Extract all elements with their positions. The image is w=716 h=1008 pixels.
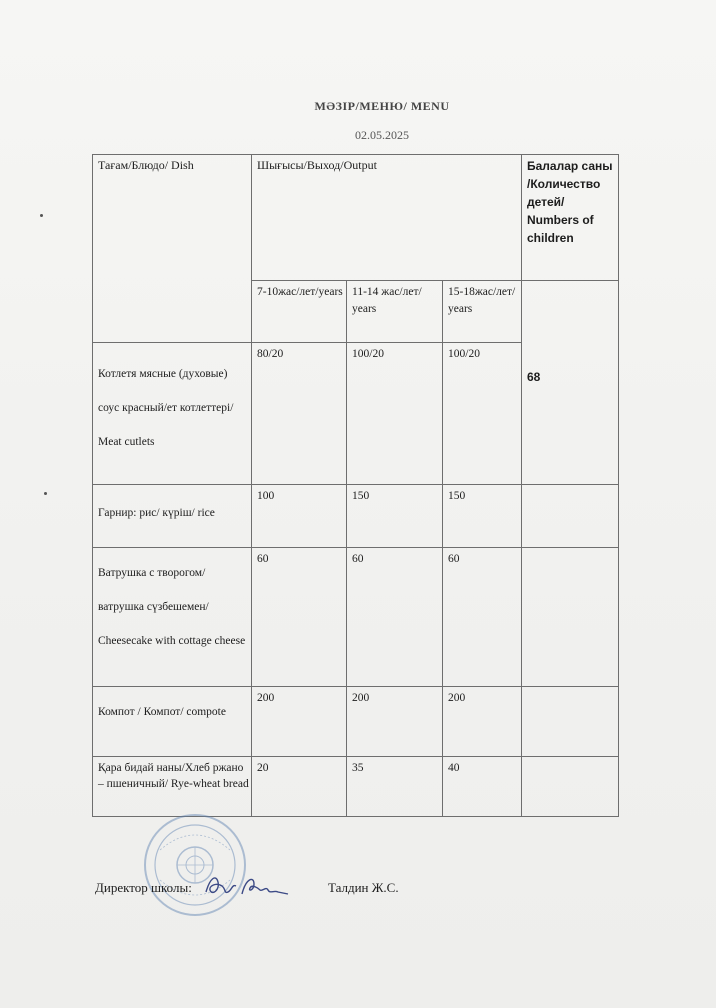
dish-name: Қара бидай наны/Хлеб ржано – пшеничный/ Rye-wheat bread <box>93 757 252 817</box>
output-7-10: 20 <box>252 757 347 817</box>
output-15-18: 100/20 <box>443 343 522 485</box>
children-count-empty <box>522 687 619 757</box>
children-count-empty <box>522 757 619 817</box>
output-15-18: 150 <box>443 485 522 548</box>
output-7-10: 100 <box>252 485 347 548</box>
table-header-row <box>93 155 619 281</box>
age-group-11-14: 11-14 жас/лет/ years <box>347 281 443 343</box>
header-dish: Тағам/Блюдо/ Dish <box>93 155 252 343</box>
children-count-empty <box>522 548 619 687</box>
dish-name: Гарнир: рис/ күріш/ rice <box>93 485 252 548</box>
signature-line <box>95 880 399 896</box>
output-15-18: 40 <box>443 757 522 817</box>
children-count-value: 68 <box>522 281 619 485</box>
dish-name: Котлетя мясные (духовые) соус красный/ет котлеттері/ Meat cutlets <box>93 343 252 485</box>
dish-name: Ватрушка с творогом/ ватрушка сүзбешемен/ Cheesecake with cottage cheese <box>93 548 252 687</box>
children-count-empty <box>522 485 619 548</box>
output-11-14: 60 <box>347 548 443 687</box>
scan-speck <box>40 214 43 217</box>
output-7-10: 200 <box>252 687 347 757</box>
table-row <box>93 485 619 548</box>
dish-name: Компот / Компот/ compote <box>93 687 252 757</box>
output-11-14: 150 <box>347 485 443 548</box>
output-11-14: 200 <box>347 687 443 757</box>
age-group-15-18: 15-18жас/лет/ years <box>443 281 522 343</box>
table-row <box>93 687 619 757</box>
output-7-10: 60 <box>252 548 347 687</box>
output-11-14: 35 <box>347 757 443 817</box>
age-group-7-10: 7-10жас/лет/years <box>252 281 347 343</box>
menu-date: 02.05.2025 <box>355 128 409 142</box>
table-row <box>93 548 619 687</box>
output-15-18: 200 <box>443 687 522 757</box>
header-output: Шығысы/Выход/Output <box>252 155 522 281</box>
director-label: Директор школы: <box>95 880 192 895</box>
table-row <box>93 757 619 817</box>
header-children-count: Балалар саны /Количество детей/ Numbers of children <box>522 155 619 281</box>
scan-speck <box>44 492 47 495</box>
output-7-10: 80/20 <box>252 343 347 485</box>
director-name: Талдин Ж.С. <box>328 880 399 895</box>
output-15-18: 60 <box>443 548 522 687</box>
handwritten-signature <box>202 868 292 904</box>
page-title: МӘЗІР/МЕНЮ/ MENU <box>314 99 450 113</box>
menu-table <box>92 154 619 817</box>
output-11-14: 100/20 <box>347 343 443 485</box>
